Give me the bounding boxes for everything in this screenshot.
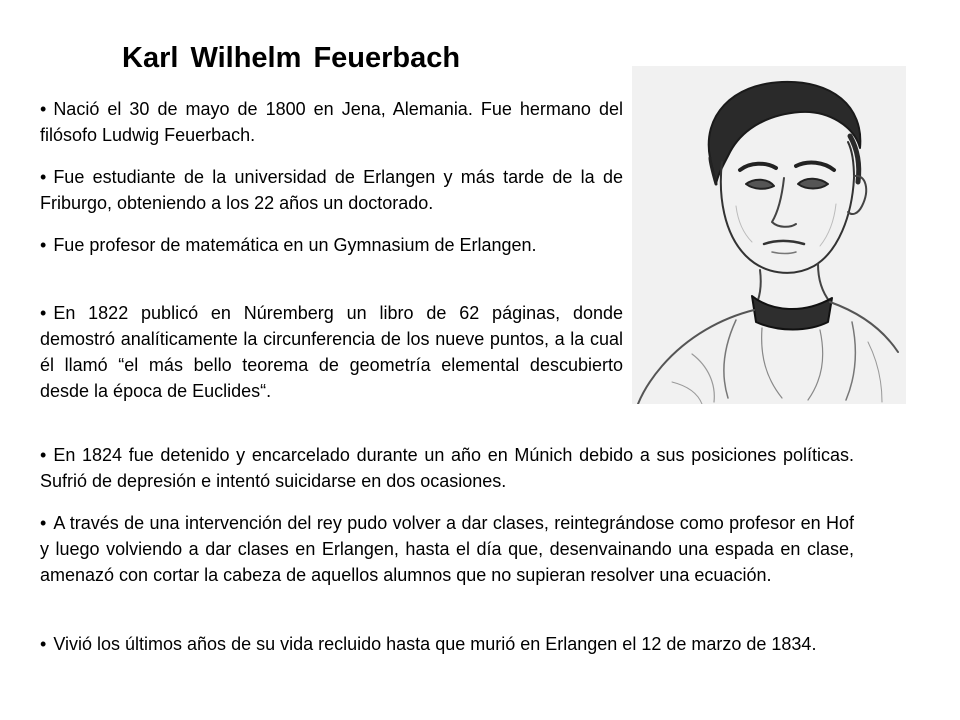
paragraph-text: Vivió los últimos años de su vida recluido hasta que murió en Erlangen el 12 de marzo de 1834. — [53, 634, 817, 654]
paragraph-text: En 1822 publicó en Núremberg un libro de 62 páginas, donde demostró analíticamente la circunferencia de los nueve puntos, a la cual él llamó “el más bello teorema de geometría elemental descubierto desde la época de Euclides“. — [40, 303, 623, 401]
bullet-glyph: • — [40, 445, 47, 465]
bullet-glyph: • — [40, 167, 47, 187]
bullet-glyph: • — [40, 235, 47, 255]
bullet-glyph: • — [40, 513, 47, 533]
bullet-paragraph — [40, 164, 623, 216]
bullet-paragraph — [40, 510, 854, 588]
bullet-paragraph — [40, 631, 854, 657]
bullet-paragraph — [40, 96, 623, 148]
bullet-paragraph — [40, 442, 854, 494]
bullet-glyph: • — [40, 303, 47, 323]
bullet-paragraph — [40, 232, 623, 258]
bullet-glyph: • — [40, 634, 47, 654]
paragraph-text: Fue estudiante de la universidad de Erlangen y más tarde de la de Friburgo, obteniendo a los 22 años un doctorado. — [40, 167, 623, 213]
bullet-glyph: • — [40, 99, 47, 119]
paragraph-text: Fue profesor de matemática en un Gymnasium de Erlangen. — [53, 235, 537, 255]
portrait-image — [632, 66, 906, 404]
bullet-paragraph — [40, 300, 623, 404]
paragraph-text: En 1824 fue detenido y encarcelado durante un año en Múnich debido a sus posiciones políticas. Sufrió de depresión e intentó suicidarse en dos ocasiones. — [40, 445, 854, 491]
paragraph-text: A través de una intervención del rey pudo volver a dar clases, reintegrándose como profesor en Hof y luego volviendo a dar clases en Erlangen, hasta el día que, desenvainando una espada en clase, amenazó con cortar la cabeza de aquellos alumnos que no supieran resolver una ecuación. — [40, 513, 854, 585]
paragraph-text: Nació el 30 de mayo de 1800 en Jena, Alemania. Fue hermano del filósofo Ludwig Feuerbach. — [40, 99, 623, 145]
page-title: Karl Wilhelm Feuerbach — [122, 42, 461, 74]
